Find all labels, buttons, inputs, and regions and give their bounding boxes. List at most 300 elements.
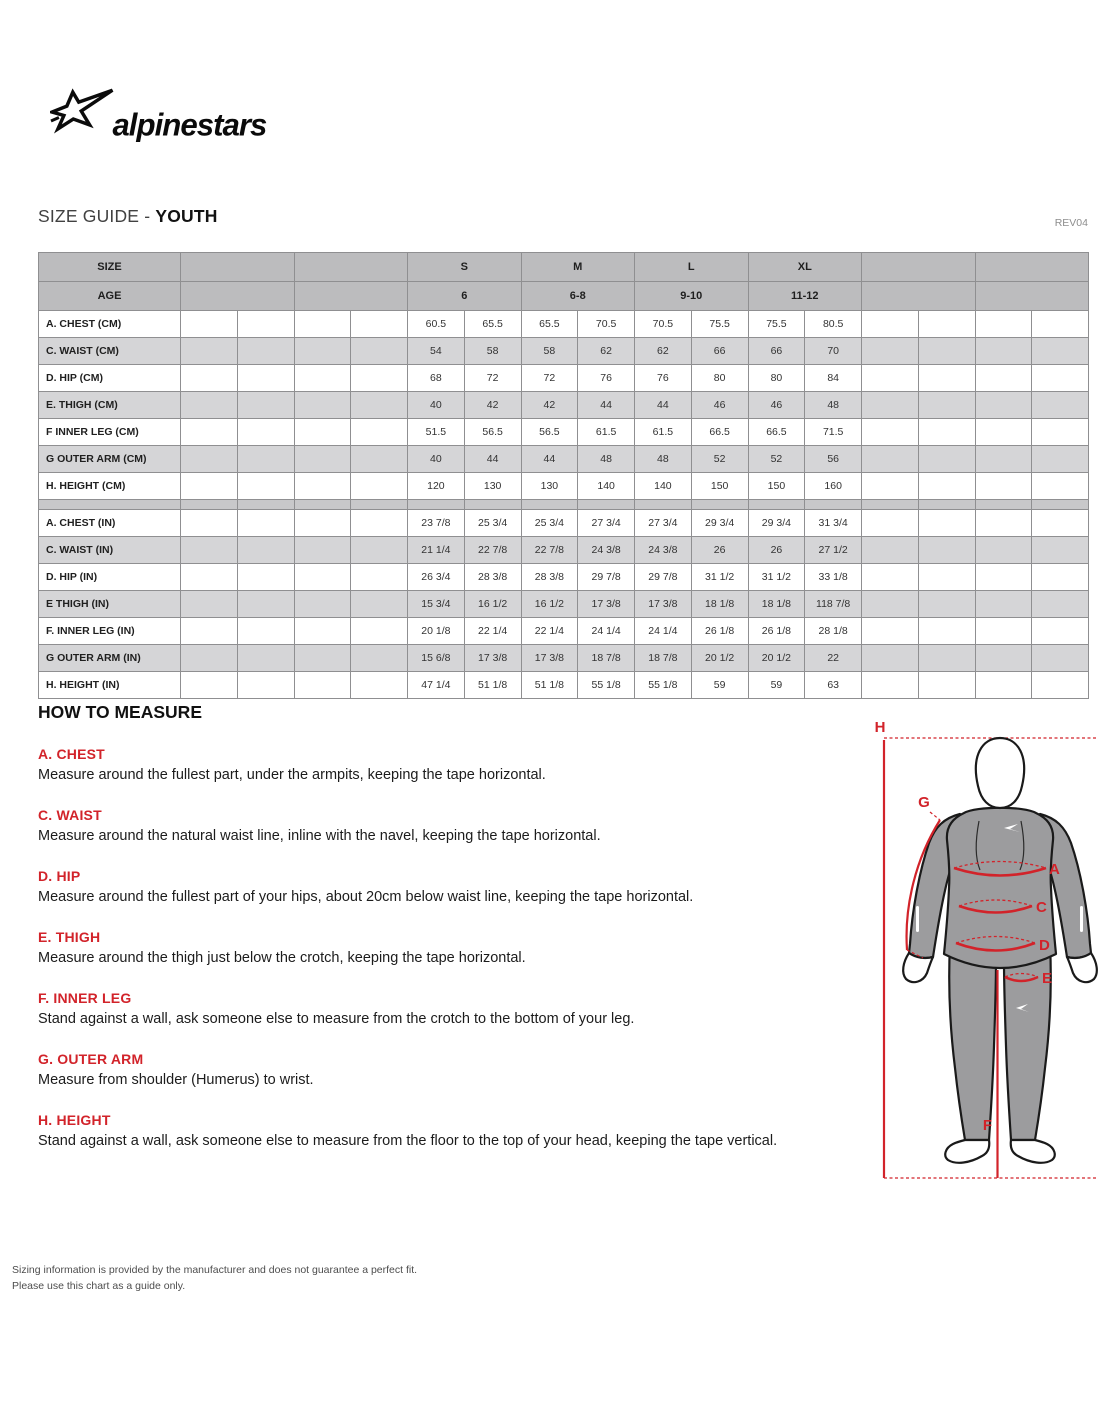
- empty-cell: [975, 446, 1032, 473]
- value-cell: 29 7/8: [578, 564, 635, 591]
- empty-header-group: [862, 253, 976, 282]
- value-cell: 17 3/8: [578, 591, 635, 618]
- separator-cell: [181, 500, 238, 510]
- value-cell: 56: [805, 446, 862, 473]
- value-cell: 46: [748, 392, 805, 419]
- value-cell: 62: [578, 338, 635, 365]
- value-cell: 27 3/4: [578, 510, 635, 537]
- empty-cell: [862, 510, 919, 537]
- measure-item: [38, 928, 850, 968]
- measure-item-text: Stand against a wall, ask someone else to measure from the floor to the top of your head, keeping the tape vertical.: [38, 1133, 778, 1149]
- value-cell: 55 1/8: [635, 672, 692, 699]
- value-cell: 28 1/8: [805, 618, 862, 645]
- empty-cell: [294, 645, 351, 672]
- row-label: E THIGH (IN): [39, 591, 181, 618]
- value-cell: 26 1/8: [691, 618, 748, 645]
- empty-cell: [975, 672, 1032, 699]
- value-cell: 75.5: [691, 311, 748, 338]
- empty-cell: [294, 537, 351, 564]
- value-cell: 17 3/8: [635, 591, 692, 618]
- empty-cell: [294, 618, 351, 645]
- table-row: [39, 591, 1089, 618]
- value-cell: 20 1/2: [691, 645, 748, 672]
- value-cell: 80.5: [805, 311, 862, 338]
- value-cell: 51 1/8: [464, 672, 521, 699]
- empty-cell: [862, 537, 919, 564]
- size-group-s: S: [408, 253, 522, 282]
- size-group-11-12: 11-12: [748, 282, 862, 311]
- empty-cell: [237, 446, 294, 473]
- empty-cell: [237, 564, 294, 591]
- measure-item-heading: E. THIGH: [38, 929, 101, 945]
- size-group-6-8: 6-8: [521, 282, 635, 311]
- empty-cell: [351, 311, 408, 338]
- value-cell: 18 1/8: [748, 591, 805, 618]
- empty-cell: [862, 392, 919, 419]
- value-cell: 58: [521, 338, 578, 365]
- how-to-measure-title: HOW TO MEASURE: [38, 702, 202, 722]
- empty-cell: [294, 446, 351, 473]
- empty-cell: [918, 419, 975, 446]
- empty-cell: [975, 645, 1032, 672]
- empty-cell: [181, 591, 238, 618]
- page-title: [38, 206, 218, 227]
- size-table: [38, 252, 1089, 699]
- value-cell: 48: [635, 446, 692, 473]
- empty-cell: [975, 510, 1032, 537]
- value-cell: 29 7/8: [635, 564, 692, 591]
- value-cell: 26 3/4: [408, 564, 465, 591]
- alpinestars-logo-graphic: [50, 86, 278, 150]
- footer-disclaimer: [12, 1262, 417, 1294]
- value-cell: 47 1/4: [408, 672, 465, 699]
- value-cell: 21 1/4: [408, 537, 465, 564]
- row-label: F INNER LEG (CM): [39, 419, 181, 446]
- measure-item: [38, 1050, 850, 1090]
- alpinestars-logo-text: alpinestars: [112, 107, 267, 143]
- value-cell: 29 3/4: [748, 510, 805, 537]
- value-cell: 18 7/8: [635, 645, 692, 672]
- empty-cell: [918, 311, 975, 338]
- page-title-category: YOUTH: [155, 206, 218, 226]
- row-label: A. CHEST (IN): [39, 510, 181, 537]
- waist-label: C: [1036, 899, 1047, 916]
- measurement-figure: [858, 710, 1098, 1200]
- chest-label: A: [1049, 861, 1060, 878]
- empty-cell: [918, 473, 975, 500]
- empty-header-group: [975, 253, 1089, 282]
- empty-cell: [975, 591, 1032, 618]
- value-cell: 40: [408, 392, 465, 419]
- value-cell: 17 3/8: [521, 645, 578, 672]
- empty-header-group: [294, 253, 408, 282]
- value-cell: 22 7/8: [521, 537, 578, 564]
- empty-cell: [1032, 473, 1089, 500]
- value-cell: 72: [521, 365, 578, 392]
- size-group-m: M: [521, 253, 635, 282]
- value-cell: 27 3/4: [635, 510, 692, 537]
- empty-cell: [1032, 392, 1089, 419]
- section-separator-row: [39, 500, 1089, 510]
- value-cell: 75.5: [748, 311, 805, 338]
- empty-cell: [862, 365, 919, 392]
- separator-cell: [918, 500, 975, 510]
- empty-cell: [918, 365, 975, 392]
- footer-line-2: Please use this chart as a guide only.: [12, 1280, 186, 1292]
- separator-cell: [521, 500, 578, 510]
- value-cell: 17 3/8: [464, 645, 521, 672]
- empty-cell: [237, 672, 294, 699]
- value-cell: 42: [521, 392, 578, 419]
- empty-cell: [918, 446, 975, 473]
- empty-cell: [181, 645, 238, 672]
- value-cell: 52: [691, 446, 748, 473]
- empty-cell: [237, 591, 294, 618]
- footer-line-1: Sizing information is provided by the manufacturer and does not guarantee a perfect fit.: [12, 1264, 418, 1276]
- measure-item-heading: D. HIP: [38, 868, 81, 884]
- alpinestars-logo: [50, 86, 278, 155]
- value-cell: 66: [748, 338, 805, 365]
- row-label: C. WAIST (CM): [39, 338, 181, 365]
- how-to-measure-list: [38, 745, 850, 1172]
- empty-header-group: [181, 282, 295, 311]
- value-cell: 66.5: [748, 419, 805, 446]
- empty-cell: [351, 392, 408, 419]
- separator-cell: [635, 500, 692, 510]
- value-cell: 70.5: [635, 311, 692, 338]
- empty-cell: [181, 446, 238, 473]
- table-row: [39, 473, 1089, 500]
- value-cell: 46: [691, 392, 748, 419]
- empty-cell: [918, 591, 975, 618]
- table-row: [39, 446, 1089, 473]
- empty-cell: [351, 672, 408, 699]
- empty-cell: [862, 645, 919, 672]
- empty-cell: [1032, 672, 1089, 699]
- empty-cell: [862, 564, 919, 591]
- hip-label: D: [1039, 937, 1050, 954]
- empty-header-group: [862, 282, 976, 311]
- empty-cell: [351, 645, 408, 672]
- measure-item-text: Measure around the fullest part of your hips, about 20cm below waist line, keeping the tape horizontal.: [38, 889, 694, 905]
- empty-cell: [1032, 564, 1089, 591]
- empty-cell: [862, 446, 919, 473]
- measure-item-text: Measure around the fullest part, under the armpits, keeping the tape horizontal.: [38, 767, 546, 783]
- table-row: [39, 618, 1089, 645]
- empty-cell: [1032, 645, 1089, 672]
- value-cell: 68: [408, 365, 465, 392]
- value-cell: 16 1/2: [464, 591, 521, 618]
- empty-cell: [975, 473, 1032, 500]
- inner-leg-label: F: [982, 1117, 992, 1134]
- empty-cell: [862, 618, 919, 645]
- value-cell: 26: [748, 537, 805, 564]
- right-forearm-logo-mark: [1080, 906, 1083, 932]
- empty-cell: [918, 510, 975, 537]
- separator-cell: [464, 500, 521, 510]
- value-cell: 44: [635, 392, 692, 419]
- empty-cell: [237, 645, 294, 672]
- value-cell: 33 1/8: [805, 564, 862, 591]
- empty-cell: [237, 392, 294, 419]
- value-cell: 70.5: [578, 311, 635, 338]
- empty-cell: [294, 672, 351, 699]
- value-cell: 20 1/8: [408, 618, 465, 645]
- empty-cell: [294, 338, 351, 365]
- empty-cell: [351, 419, 408, 446]
- empty-cell: [181, 365, 238, 392]
- measure-item-text: Measure from shoulder (Humerus) to wrist.: [38, 1072, 314, 1088]
- empty-cell: [975, 311, 1032, 338]
- revision-label: REV04: [1054, 217, 1088, 229]
- value-cell: 76: [578, 365, 635, 392]
- value-cell: 55 1/8: [578, 672, 635, 699]
- empty-cell: [294, 419, 351, 446]
- value-cell: 118 7/8: [805, 591, 862, 618]
- empty-cell: [294, 473, 351, 500]
- table-row: [39, 419, 1089, 446]
- value-cell: 59: [691, 672, 748, 699]
- separator-cell: [294, 500, 351, 510]
- value-cell: 27 1/2: [805, 537, 862, 564]
- empty-cell: [918, 338, 975, 365]
- table-row: [39, 510, 1089, 537]
- measure-item-heading: C. WAIST: [38, 807, 102, 823]
- age-header-row: [39, 282, 1089, 311]
- empty-cell: [181, 392, 238, 419]
- thigh-label: E: [1042, 970, 1053, 987]
- separator-cell: [408, 500, 465, 510]
- row-label: G OUTER ARM (CM): [39, 446, 181, 473]
- row-label: E. THIGH (CM): [39, 392, 181, 419]
- separator-cell: [1032, 500, 1089, 510]
- value-cell: 31 1/2: [748, 564, 805, 591]
- empty-cell: [918, 537, 975, 564]
- value-cell: 29 3/4: [691, 510, 748, 537]
- value-cell: 22 7/8: [464, 537, 521, 564]
- value-cell: 40: [408, 446, 465, 473]
- empty-header-group: [975, 282, 1089, 311]
- empty-cell: [975, 392, 1032, 419]
- empty-cell: [1032, 591, 1089, 618]
- row-label: D. HIP (IN): [39, 564, 181, 591]
- value-cell: 31 3/4: [805, 510, 862, 537]
- measure-item: [38, 806, 850, 846]
- value-cell: 25 3/4: [464, 510, 521, 537]
- measure-item: [38, 745, 850, 785]
- table-row: [39, 365, 1089, 392]
- row-label: A. CHEST (CM): [39, 311, 181, 338]
- measure-item-heading: G. OUTER ARM: [38, 1051, 144, 1067]
- empty-cell: [294, 311, 351, 338]
- value-cell: 66: [691, 338, 748, 365]
- value-cell: 61.5: [578, 419, 635, 446]
- separator-cell: [578, 500, 635, 510]
- value-cell: 56.5: [464, 419, 521, 446]
- left-forearm-logo-mark: [916, 906, 919, 932]
- row-label: C. WAIST (IN): [39, 537, 181, 564]
- empty-cell: [237, 338, 294, 365]
- value-cell: 61.5: [635, 419, 692, 446]
- left-foot: [945, 1140, 989, 1163]
- value-cell: 120: [408, 473, 465, 500]
- empty-cell: [1032, 537, 1089, 564]
- row-label: H. HEIGHT (IN): [39, 672, 181, 699]
- empty-cell: [237, 510, 294, 537]
- empty-header-group: [181, 253, 295, 282]
- row-label: H. HEIGHT (CM): [39, 473, 181, 500]
- empty-cell: [351, 564, 408, 591]
- empty-cell: [237, 618, 294, 645]
- empty-cell: [181, 338, 238, 365]
- value-cell: 52: [748, 446, 805, 473]
- measure-item-heading: A. CHEST: [38, 746, 105, 762]
- value-cell: 80: [691, 365, 748, 392]
- empty-cell: [181, 419, 238, 446]
- empty-cell: [351, 365, 408, 392]
- value-cell: 65.5: [464, 311, 521, 338]
- measure-item: [38, 867, 850, 907]
- value-cell: 54: [408, 338, 465, 365]
- empty-cell: [918, 564, 975, 591]
- measure-item-heading: H. HEIGHT: [38, 1112, 111, 1128]
- value-cell: 65.5: [521, 311, 578, 338]
- value-cell: 62: [635, 338, 692, 365]
- empty-cell: [181, 564, 238, 591]
- page-title-prefix: SIZE GUIDE -: [38, 206, 156, 226]
- empty-cell: [351, 591, 408, 618]
- value-cell: 140: [578, 473, 635, 500]
- value-cell: 22 1/4: [464, 618, 521, 645]
- value-cell: 44: [521, 446, 578, 473]
- empty-cell: [237, 311, 294, 338]
- empty-cell: [975, 419, 1032, 446]
- measure-item: [38, 989, 850, 1029]
- value-cell: 150: [748, 473, 805, 500]
- empty-cell: [237, 537, 294, 564]
- value-cell: 71.5: [805, 419, 862, 446]
- value-cell: 48: [805, 392, 862, 419]
- value-cell: 22: [805, 645, 862, 672]
- value-cell: 22 1/4: [521, 618, 578, 645]
- value-cell: 15 6/8: [408, 645, 465, 672]
- value-cell: 84: [805, 365, 862, 392]
- measure-item-text: Measure around the natural waist line, inline with the navel, keeping the tape horizontal.: [38, 828, 601, 844]
- separator-cell: [691, 500, 748, 510]
- empty-cell: [862, 311, 919, 338]
- value-cell: 28 3/8: [521, 564, 578, 591]
- value-cell: 130: [464, 473, 521, 500]
- value-cell: 24 1/4: [578, 618, 635, 645]
- table-row: [39, 645, 1089, 672]
- value-cell: 72: [464, 365, 521, 392]
- value-cell: 24 1/4: [635, 618, 692, 645]
- value-cell: 26 1/8: [748, 618, 805, 645]
- value-cell: 15 3/4: [408, 591, 465, 618]
- size-group-6: 6: [408, 282, 522, 311]
- empty-cell: [862, 672, 919, 699]
- value-cell: 51.5: [408, 419, 465, 446]
- value-cell: 76: [635, 365, 692, 392]
- empty-cell: [181, 473, 238, 500]
- table-row: [39, 338, 1089, 365]
- value-cell: 20 1/2: [748, 645, 805, 672]
- empty-cell: [1032, 311, 1089, 338]
- value-cell: 28 3/8: [464, 564, 521, 591]
- empty-cell: [975, 338, 1032, 365]
- empty-cell: [918, 618, 975, 645]
- value-cell: 58: [464, 338, 521, 365]
- value-cell: 70: [805, 338, 862, 365]
- measure-item-text: Stand against a wall, ask someone else to measure from the crotch to the bottom of your leg.: [38, 1011, 635, 1027]
- empty-cell: [975, 564, 1032, 591]
- empty-cell: [862, 419, 919, 446]
- left-hand: [903, 953, 933, 982]
- value-cell: 56.5: [521, 419, 578, 446]
- size-group-xl: XL: [748, 253, 862, 282]
- empty-cell: [862, 338, 919, 365]
- right-hand: [1067, 953, 1097, 982]
- empty-cell: [862, 473, 919, 500]
- empty-cell: [918, 392, 975, 419]
- value-cell: 44: [578, 392, 635, 419]
- empty-cell: [294, 392, 351, 419]
- empty-cell: [294, 564, 351, 591]
- value-cell: 24 3/8: [578, 537, 635, 564]
- empty-cell: [1032, 365, 1089, 392]
- value-cell: 44: [464, 446, 521, 473]
- value-cell: 80: [748, 365, 805, 392]
- empty-cell: [181, 311, 238, 338]
- value-cell: 51 1/8: [521, 672, 578, 699]
- empty-cell: [1032, 419, 1089, 446]
- empty-cell: [1032, 338, 1089, 365]
- value-cell: 25 3/4: [521, 510, 578, 537]
- table-row: [39, 392, 1089, 419]
- separator-cell: [805, 500, 862, 510]
- outer-arm-dashed-top: [930, 812, 940, 820]
- empty-header-group: [294, 282, 408, 311]
- value-cell: 42: [464, 392, 521, 419]
- separator-cell: [862, 500, 919, 510]
- outer-arm-label: G: [918, 794, 930, 811]
- table-row: [39, 311, 1089, 338]
- empty-cell: [181, 510, 238, 537]
- head: [976, 738, 1024, 808]
- value-cell: 140: [635, 473, 692, 500]
- value-cell: 23 7/8: [408, 510, 465, 537]
- measure-item-heading: F. INNER LEG: [38, 990, 132, 1006]
- empty-cell: [237, 473, 294, 500]
- row-label: G OUTER ARM (IN): [39, 645, 181, 672]
- value-cell: 59: [748, 672, 805, 699]
- separator-cell: [351, 500, 408, 510]
- empty-cell: [181, 537, 238, 564]
- value-cell: 18 1/8: [691, 591, 748, 618]
- value-cell: 16 1/2: [521, 591, 578, 618]
- alpinestars-star-icon: [51, 90, 112, 129]
- separator-cell: [748, 500, 805, 510]
- value-cell: 24 3/8: [635, 537, 692, 564]
- size-group-9-10: 9-10: [635, 282, 749, 311]
- empty-cell: [862, 591, 919, 618]
- value-cell: 130: [521, 473, 578, 500]
- empty-cell: [294, 510, 351, 537]
- table-row: [39, 564, 1089, 591]
- value-cell: 48: [578, 446, 635, 473]
- table-row: [39, 672, 1089, 699]
- empty-cell: [351, 338, 408, 365]
